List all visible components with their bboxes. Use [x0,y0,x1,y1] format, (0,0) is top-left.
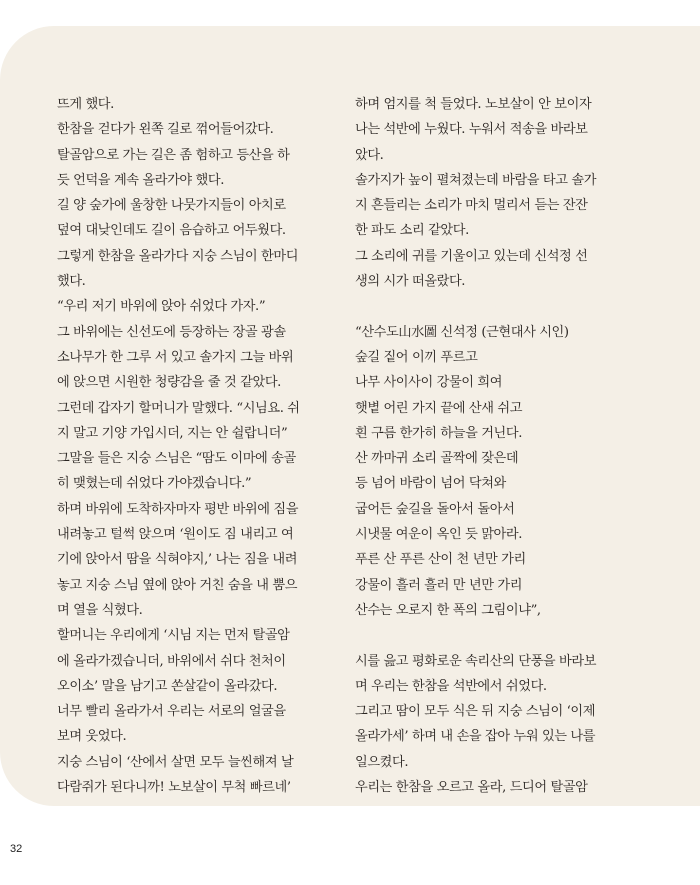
text-line: 한참을 걷다가 왼쪽 길로 꺾어들어갔다. [57,122,274,138]
poem-line: 강물이 흘러 흘러 만 년만 가리 [355,577,523,593]
left-text-column [57,92,315,800]
text-line: 히 맺혔는데 쉬었다 가야겠습니다.” [57,476,252,492]
text-line: 지 흔들리는 소리가 마치 멀리서 듣는 잔잔 [355,198,588,214]
text-line: 우리는 한참을 오르고 올라, 드디어 탈골암 [355,780,588,796]
text-line: 기에 앉아서 땀을 식혀야지,’ 나는 짐을 내려 [57,552,298,568]
text-line: 며 우리는 한참을 석반에서 쉬었다. [355,678,547,694]
blank-line [355,294,613,319]
text-line: 에 올라가겠습니더, 바위에서 쉬다 천처이 [57,653,286,669]
text-line: 한 파도 소리 같았다. [355,223,469,239]
text-line: 할머니는 우리에게 ‘시님 지는 먼저 탈골암 [57,628,290,644]
text-line: 솔가지가 높이 펼쳐졌는데 바람을 타고 솔가 [355,172,597,188]
text-line: 며 열을 식혔다. [57,602,143,618]
poem-line: 흰 구름 한가히 하늘을 거닌다. [355,425,523,441]
text-line: 다람쥐가 된다니까! 노보살이 무척 빠르네’ [57,780,291,796]
text-line: 하며 엄지를 척 들었다. 노보살이 안 보이자 [355,97,592,112]
text-line: 덮여 대낮인데도 길이 음습하고 어두웠다. [57,223,286,239]
text-line: 그말을 들은 지숭 스님은 “땀도 이마에 송골 [57,451,296,467]
text-line: 그리고 땀이 모두 식은 뒤 지숭 스님이 ‘이제 [355,704,596,720]
text-line: 시를 읊고 평화로운 속리산의 단풍을 바라보 [355,653,597,669]
text-line: 내려놓고 털썩 앉으며 ‘원이도 짐 내리고 여 [57,527,294,543]
text-line: 생의 시가 떠올랐다. [355,274,466,290]
text-line: 지 말고 기양 가입시더, 지는 안 쉴랍니더” [57,425,288,441]
text-line: 그 바위에는 신선도에 등장하는 장골 광솔 [57,324,286,340]
text-line: 올라가세’ 하며 내 손을 잡아 누워 있는 나를 [355,729,596,745]
poem-line: 햇볕 어린 가지 끝에 산새 쉬고 [355,400,523,416]
poem-line: 숲길 짙어 이끼 푸르고 [355,349,478,365]
poem-line: 산수는 오로지 한 폭의 그림이냐”, [355,602,541,618]
text-line: 소나무가 한 그루 서 있고 솔가지 그늘 바위 [57,349,294,365]
poem-title-line: “산수도山水圖 신석정 (근현대사 시인) [355,324,569,340]
right-text-column [355,92,613,800]
poem-line: 시냇물 여운이 옥인 듯 맑아라. [355,527,523,543]
text-line: 지숭 스님이 ‘산에서 살면 모두 늘씬해져 날 [57,754,294,770]
poem-line: 굽어든 숲길을 돌아서 돌아서 [355,501,515,517]
text-line: 했다. [57,274,86,290]
poem-line: 나무 사이사이 강물이 희여 [355,375,503,391]
text-line: 그런데 갑자기 할머니가 말했다. “시님요. 쉬 [57,400,300,416]
text-line: 나는 석반에 누웠다. 누워서 적송을 바라보 [355,122,588,138]
text-line: 에 앉으면 시원한 청량감을 줄 것 같았다. [57,375,281,391]
poem-line: 푸른 산 푸른 산이 천 년만 가리 [355,552,526,568]
text-line: 일으켰다. [355,754,409,770]
text-line: 놓고 지숭 스님 옆에 앉아 거친 숨을 내 뿜으 [57,577,298,593]
text-line: 듯 언덕을 계속 올라가야 했다. [57,172,225,188]
poem-line: 등 넘어 바람이 넘어 닥쳐와 [355,476,506,492]
text-line: 너무 빨리 올라가서 우리는 서로의 얼굴을 [57,704,286,720]
text-line: 았다. [355,147,384,163]
blank-line [355,623,613,648]
text-line: 탈골암으로 가는 길은 좀 험하고 등산을 하 [57,147,290,163]
text-line: 오이소’ 말을 남기고 쏜살같이 올라갔다. [57,678,278,694]
page-number: 32 [10,843,23,855]
text-line: 길 양 숲가에 울창한 나뭇가지들이 아치로 [57,198,286,214]
text-line: 하며 바위에 도착하자마자 평반 바위에 짐을 [57,501,299,517]
text-line: “우리 저기 바위에 앉아 쉬었다 가자.” [57,299,266,315]
text-line: 그 소리에 귀를 기울이고 있는데 신석정 선 [355,248,588,264]
poem-line: 산 까마귀 소리 골짝에 잦은데 [355,451,519,467]
text-line: 그렇게 한참을 올라가다 지숭 스님이 한마디 [57,248,299,264]
page-background-panel [0,26,700,806]
text-line: 보며 웃었다. [57,729,127,745]
text-line: 뜨게 했다. [57,97,114,112]
